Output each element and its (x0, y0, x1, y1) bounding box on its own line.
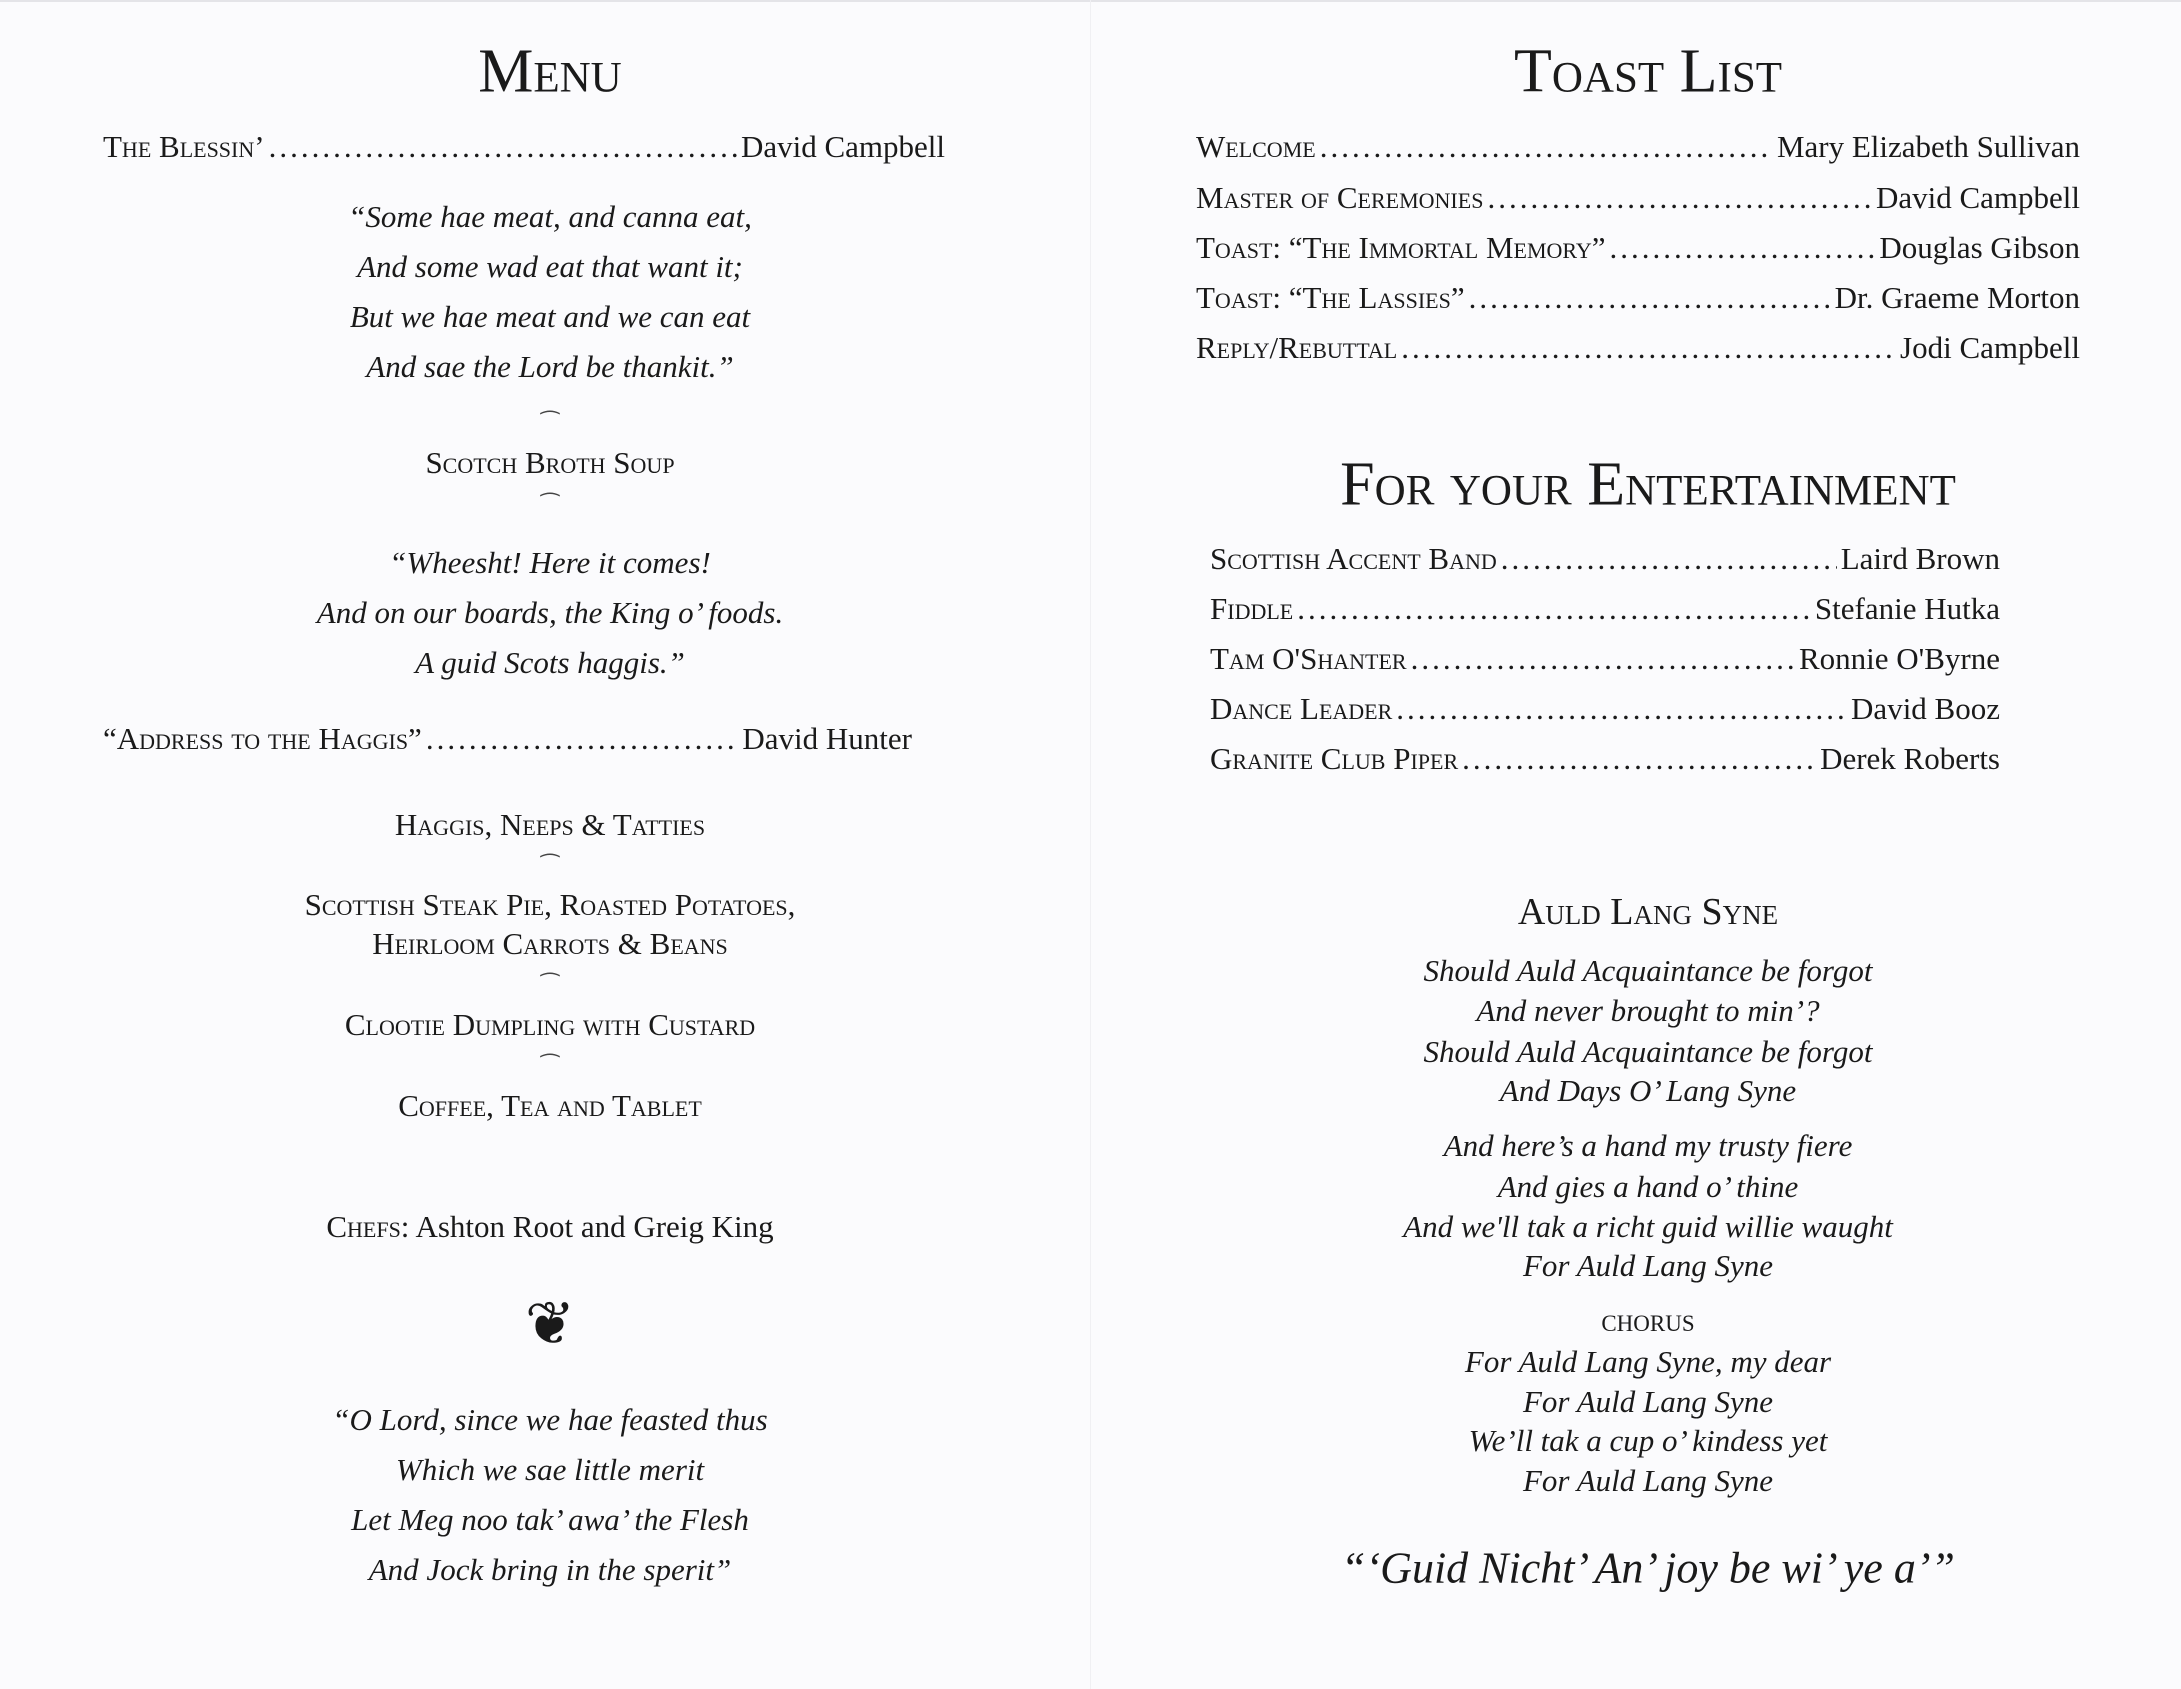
flourish-icon: ⁀ (541, 493, 559, 518)
verse-line: For Auld Lang Syne (1523, 1248, 1773, 1283)
dot-leader (1462, 741, 1816, 777)
dot-leader (1411, 641, 1795, 677)
row-name: Derek Roberts (1820, 741, 2000, 776)
closing-quote-line: Let Meg noo tak’ awa’ the Flesh (351, 1502, 749, 1537)
flourish-icon: ⁀ (541, 1054, 559, 1079)
verse-line: And we'll tak a richt guid willie waught (1403, 1209, 1893, 1244)
row-label: “Address to the Haggis” (103, 721, 422, 756)
course-item: Scottish Steak Pie, Roasted Potatoes, (304, 887, 796, 922)
chorus-line: We’ll tak a cup o’ kindess yet (1468, 1423, 1828, 1458)
toast-list-title: Toast List (1513, 37, 1783, 106)
course-soup: Scotch Broth Soup (425, 445, 675, 480)
verse-line: And never brought to min’? (1476, 993, 1820, 1028)
row-label: Reply/Rebuttal (1196, 330, 1398, 365)
chefs-label: Chefs: (326, 1209, 410, 1244)
entertainment-row (1210, 541, 2000, 577)
haggis-quote-line: “Wheesht! Here it comes! (389, 545, 711, 580)
row-label: Toast: “The Lassies” (1196, 280, 1465, 315)
entertainment-title: For your Entertainment (1340, 450, 1956, 519)
flourish-icon: ⁀ (541, 973, 559, 998)
verse-line: And here’s a hand my trusty fiere (1443, 1128, 1853, 1163)
verse-line: And gies a hand o’ thine (1497, 1169, 1799, 1204)
chorus-line: For Auld Lang Syne (1523, 1463, 1773, 1498)
grace-quote-line: And some wad eat that want it; (357, 249, 743, 284)
page-fold (1090, 0, 1091, 1689)
chorus-label: CHORUS (1601, 1311, 1695, 1336)
row-label: Tam O'Shanter (1210, 641, 1407, 676)
course-item: Haggis, Neeps & Tatties (394, 807, 706, 842)
row-label: Fiddle (1210, 591, 1294, 626)
toast-row (1196, 180, 2080, 216)
row-label: Master of Ceremonies (1196, 180, 1484, 215)
blessin-row (103, 129, 945, 165)
dot-leader (1297, 591, 1811, 627)
row-name: Stefanie Hutka (1814, 591, 2000, 626)
dot-leader (269, 129, 737, 165)
row-name: Jodi Campbell (1900, 330, 2080, 365)
flourish-icon: ⁀ (541, 854, 559, 879)
toast-row (1196, 129, 2080, 165)
row-label: Granite Club Piper (1210, 741, 1459, 776)
row-name: Laird Brown (1840, 541, 2000, 576)
closing-quote-line: And Jock bring in the sperit” (368, 1552, 732, 1587)
ornament-icon: ❦ (524, 1291, 576, 1357)
grace-quote-line: But we hae meat and we can eat (349, 299, 751, 334)
haggis-quote-line: A guid Scots haggis.” (415, 645, 685, 680)
entertainment-row (1210, 691, 2000, 727)
entertainment-row (1210, 591, 2000, 627)
closing-quote-line: Which we sae little merit (395, 1452, 705, 1487)
course-item: Heirloom Carrots & Beans (372, 926, 728, 961)
row-name: David Booz (1851, 691, 2000, 726)
toast-row (1196, 330, 2080, 366)
row-name: David Campbell (740, 129, 945, 164)
grace-quote-line: And sae the Lord be thankit.” (366, 349, 734, 384)
chefs-credit (50, 1209, 1050, 1245)
row-label: The Blessin’ (103, 129, 265, 164)
dot-leader (1610, 230, 1876, 266)
entertainment-row (1210, 641, 2000, 677)
row-name: David Campbell (1875, 180, 2080, 215)
entertainment-row (1210, 741, 2000, 777)
chorus-line: For Auld Lang Syne, my dear (1464, 1344, 1832, 1379)
dot-leader (426, 721, 739, 757)
menu-title: Menu (478, 37, 622, 106)
verse-line: Should Auld Acquaintance be forgot (1423, 1034, 1873, 1069)
row-name: Douglas Gibson (1879, 230, 2080, 265)
verse-line: And Days O’ Lang Syne (1499, 1073, 1797, 1108)
row-label: Scottish Accent Band (1210, 541, 1497, 576)
row-label: Toast: “The Immortal Memory” (1196, 230, 1606, 265)
dot-leader (1396, 691, 1847, 727)
haggis-quote-line: And on our boards, the King o’ foods. (316, 595, 784, 630)
closing-quote-line: “O Lord, since we hae feasted thus (332, 1402, 768, 1437)
dot-leader (1469, 280, 1831, 316)
dot-leader (1401, 330, 1896, 366)
course-item: Clootie Dumpling with Custard (344, 1007, 756, 1042)
dot-leader (1487, 180, 1872, 216)
flourish-icon: ⁀ (541, 411, 559, 436)
dot-leader (1320, 129, 1773, 165)
row-label: Dance Leader (1210, 691, 1393, 726)
grace-quote-line: “Some hae meat, and canna eat, (348, 199, 752, 234)
row-name: Dr. Graeme Morton (1834, 280, 2080, 315)
address-row (103, 721, 912, 757)
chorus-line: For Auld Lang Syne (1523, 1384, 1773, 1419)
row-name: Mary Elizabeth Sullivan (1776, 129, 2080, 164)
row-name: David Hunter (742, 721, 912, 756)
toast-row (1196, 230, 2080, 266)
toast-row (1196, 280, 2080, 316)
dot-leader (1501, 541, 1837, 577)
farewell-quote: “‘Guid Nicht’ An’ joy be wi’ ye a’” (1341, 1543, 1955, 1593)
row-name: Ronnie O'Byrne (1798, 641, 2000, 676)
verse-line: Should Auld Acquaintance be forgot (1423, 953, 1873, 988)
course-item: Coffee, Tea and Tablet (398, 1088, 702, 1123)
row-label: Welcome (1196, 129, 1316, 164)
chefs-names: Ashton Root and Greig King (415, 1209, 774, 1244)
song-title: Auld Lang Syne (1517, 891, 1779, 933)
